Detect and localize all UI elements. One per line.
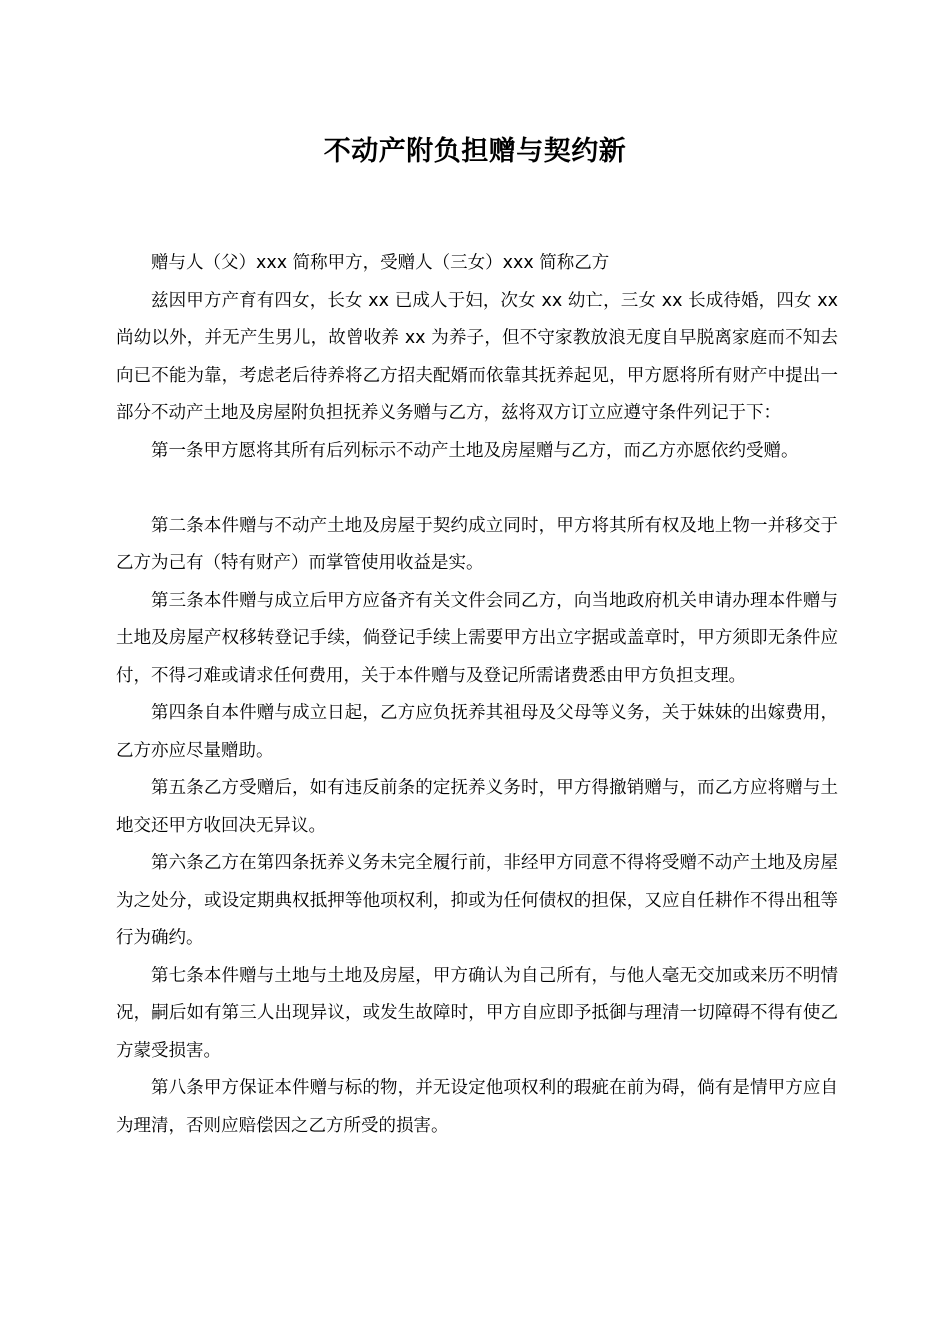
article-6-paragraph: 第六条乙方在第四条抚养义务未完全履行前，非经甲方同意不得将受赠不动产土地及房屋为之处分，或设定期典权抵押等他项权利，抑或为任何债权的担保，又应自任耕作不得出租等行为确约。 [116, 853, 838, 948]
article-2-paragraph: 第二条本件赠与不动产土地及房屋于契约成立同时，甲方将其所有权及地上物一并移交于乙方为己有（特有财产）而掌管使用收益是实。 [116, 515, 838, 573]
article-8-paragraph: 第八条甲方保证本件赠与标的物，并无设定他项权利的瑕疵在前为碍，倘有是情甲方应自为理清，否则应赔偿因之乙方所受的损害。 [116, 1078, 838, 1136]
article-1-paragraph: 第一条甲方愿将其所有后列标示不动产土地及房屋赠与乙方，而乙方亦愿依约受赠。 [151, 440, 799, 461]
article-7-paragraph: 第七条本件赠与土地与土地及房屋，甲方确认为自己所有，与他人毫无交加或来历不明情况，嗣后如有第三人出现异议，或发生故障时，甲方自应即予抵御与理清一切障碍不得有使乙方蒙受损害。 [116, 965, 838, 1061]
preamble-paragraph: 兹因甲方产育有四女，长女 xx 已成人于妇，次女 xx 幼亡，三女 xx 长成待婚，四女 xx 尚幼以外，并无产生男儿，故曾收养 xx 为养子，但不守家教放浪无度自早脱离家庭而不知去向已不能为靠，考虑老后待养将乙方招夫配婿而依靠其抚养起见，甲方愿将所有财产中提出一部分不动产土地及房屋附负担抚养义务赠与乙方，兹将双方订立应遵守条件列记于下： [116, 290, 838, 423]
document-body [116, 245, 838, 1145]
document-title: 不动产附负担赠与契约新 [323, 136, 627, 167]
article-4-paragraph: 第四条自本件赠与成立日起，乙方应负抚养其祖母及父母等义务，关于妹妹的出嫁费用，乙方亦应尽量赠助。 [116, 703, 838, 761]
article-3-paragraph: 第三条本件赠与成立后甲方应备齐有关文件会同乙方，向当地政府机关申请办理本件赠与土地及房屋产权移转登记手续，倘登记手续上需要甲方出立字据或盖章时，甲方须即无条件应付，不得刁难或请求任何费用，关于本件赠与及登记所需诸费悉由甲方负担支理。 [116, 590, 838, 686]
article-5-paragraph: 第五条乙方受赠后，如有违反前条的定抚养义务时，甲方得撤销赠与，而乙方应将赠与土地交还甲方收回决无异议。 [116, 778, 838, 836]
parties-paragraph: 赠与人（父）xxx 简称甲方，受赠人（三女）xxx 简称乙方 [151, 253, 610, 273]
